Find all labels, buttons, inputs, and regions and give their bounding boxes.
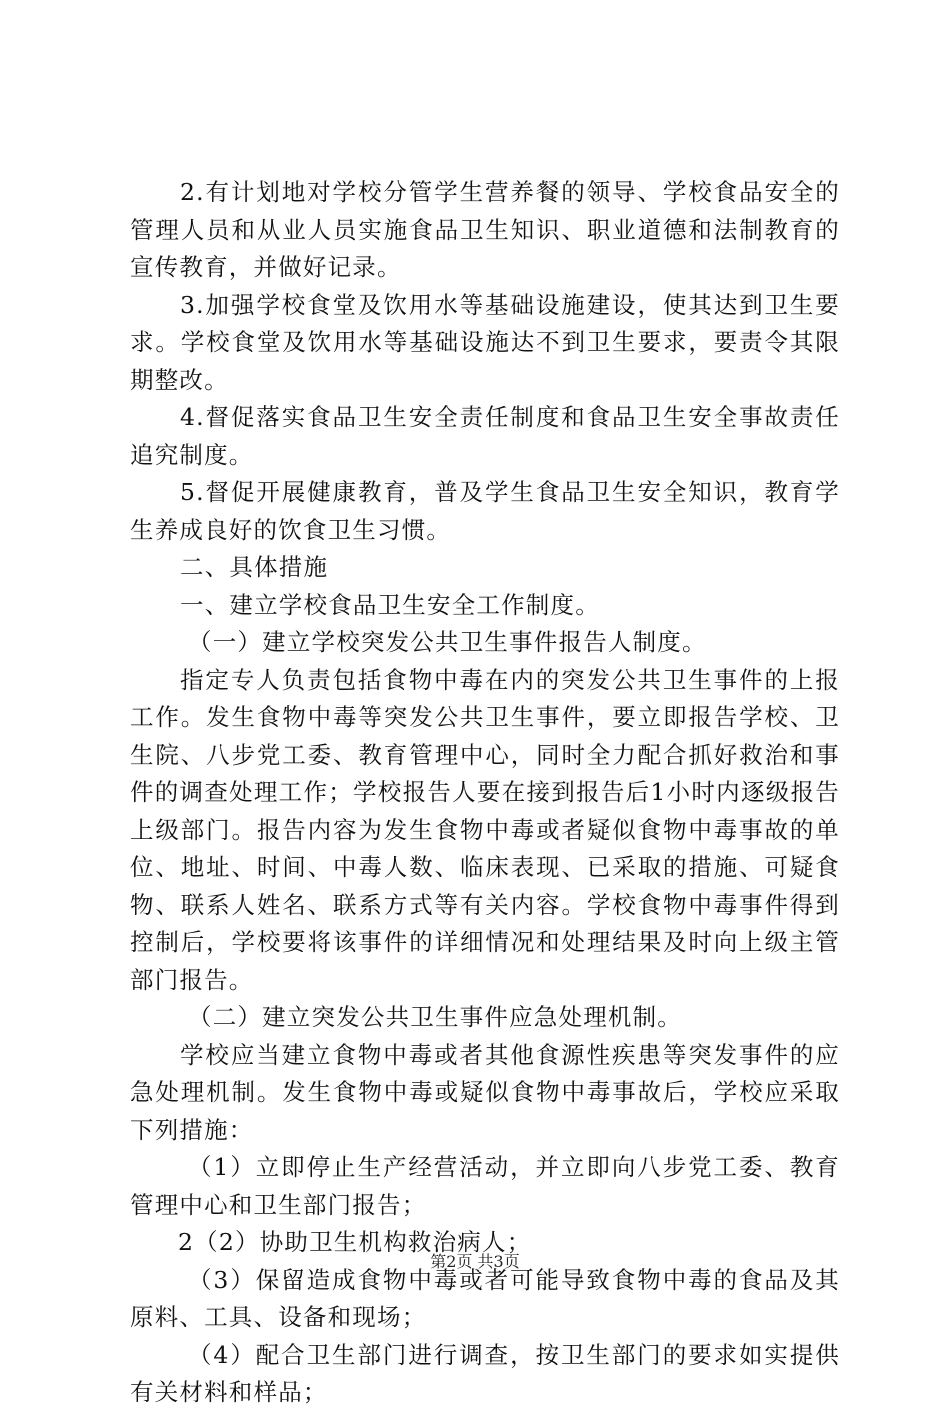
subsection-heading-1: 一、建立学校食品卫生安全工作制度。 [180,590,600,619]
paragraph-emergency: 学校应当建立食物中毒或者其他食源性疾患等突发事件的应急处理机制。发生食物中毒或疑似食物中毒事故后，学校应采取下列措施： [130,1040,840,1144]
measure-item-2: 2（2）协助卫生机构救治病人； [178,1228,532,1256]
paragraph-item-2: 2.有计划地对学校分管学生营养餐的领导、学校食品安全的管理人员和从业人员实施食品卫生知识、职业道德和法制教育的宣传教育，并做好记录。 [130,178,840,281]
paragraph-item-4: 4.督促落实食品卫生安全责任制度和食品卫生安全事故责任追究制度。 [130,403,840,469]
subsection-heading-emergency: （二）建立突发公共卫生事件应急处理机制。 [188,1003,682,1031]
page-footer: 第2页 共3页 [430,1252,520,1271]
section-heading-measures: 二、具体措施 [180,553,329,581]
paragraph-item-3: 3.加强学校食堂及饮用水等基础设施建设，使其达到卫生要求。学校食堂及饮用水等基础设施达不到卫生要求，要责令其限期整改。 [130,290,840,394]
measure-item-3: （3）保留造成食物中毒或者可能导致食物中毒的食品及其原料、工具、设备和现场； [130,1265,840,1331]
subsection-heading-reporter: （一）建立学校突发公共卫生事件报告人制度。 [188,628,707,656]
measure-item-1: （1）立即停止生产经营活动，并立即向八步党工委、教育管理中心和卫生部门报告； [130,1153,840,1219]
document-body [130,174,840,1412]
paragraph-reporting: 指定专人负责包括食物中毒在内的突发公共卫生事件的上报工作。发生食物中毒等突发公共卫生事件，要立即报告学校、卫生院、八步党工委、教育管理中心，同时全力配合抓好救治和事件的调查处理工作；学校报告人要在接到报告后1小时内逐级报告上级部门。报告内容为发生食物中毒或者疑似食物中毒事故的单位、地址、时间、中毒人数、临床表现、已采取的措施、可疑食物、联系人姓名、联系方式等有关内容。学校食物中毒事件得到控制后，学校要将该事件的详细情况和处理结果及时向上级主管部门报告。 [130,665,840,994]
paragraph-item-5: 5.督促开展健康教育，普及学生食品卫生安全知识，教育学生养成良好的饮食卫生习惯。 [130,478,840,544]
measure-item-4: （4）配合卫生部门进行调查，按卫生部门的要求如实提供有关材料和样品； [130,1340,840,1406]
